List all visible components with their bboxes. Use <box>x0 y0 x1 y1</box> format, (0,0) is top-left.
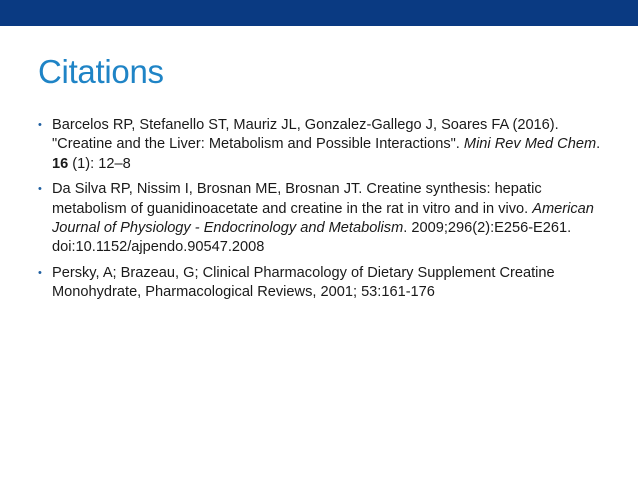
citation-item <box>38 180 608 258</box>
citation-separator: . <box>596 136 601 153</box>
citation-pages: (1): 12–8 <box>68 155 131 172</box>
bullet-icon: • <box>38 183 42 196</box>
slide-title: Citations <box>38 53 164 90</box>
citation-list <box>38 116 608 309</box>
citation-text: Persky, A; Brazeau, G; Clinical Pharmacology of Dietary Supplement Creatine Monohydrate, Pharmacological Reviews, 2001; 53:161-176 <box>52 264 555 301</box>
citation-journal: Mini Rev Med Chem <box>463 136 597 153</box>
citation-authors: Da Silva RP, Nissim I, Brosnan ME, Brosnan JT. Creatine synthesis: hepatic metabolism of guanidinoacetate and creatine in the rat in vitro and in vivo. <box>52 181 542 217</box>
citation-item <box>38 264 608 303</box>
header-bar <box>0 0 638 26</box>
citation-details: . 2009;296(2):E256-E261. doi:10.1152/ajpendo.90547.2008 <box>52 220 572 256</box>
citation-authors: Barcelos RP, Stefanello ST, Mauriz JL, Gonzalez-Gallego J, Soares FA (2016). "Creatine and the Liver: Metabolism and Possible Interactions". <box>52 117 559 153</box>
citation-item <box>38 116 608 174</box>
bullet-icon: • <box>38 266 42 279</box>
citation-journal: American Journal of Physiology - Endocrinology and Metabolism <box>52 200 594 237</box>
bullet-icon: • <box>38 119 42 131</box>
citation-volume: 16 <box>52 155 69 172</box>
